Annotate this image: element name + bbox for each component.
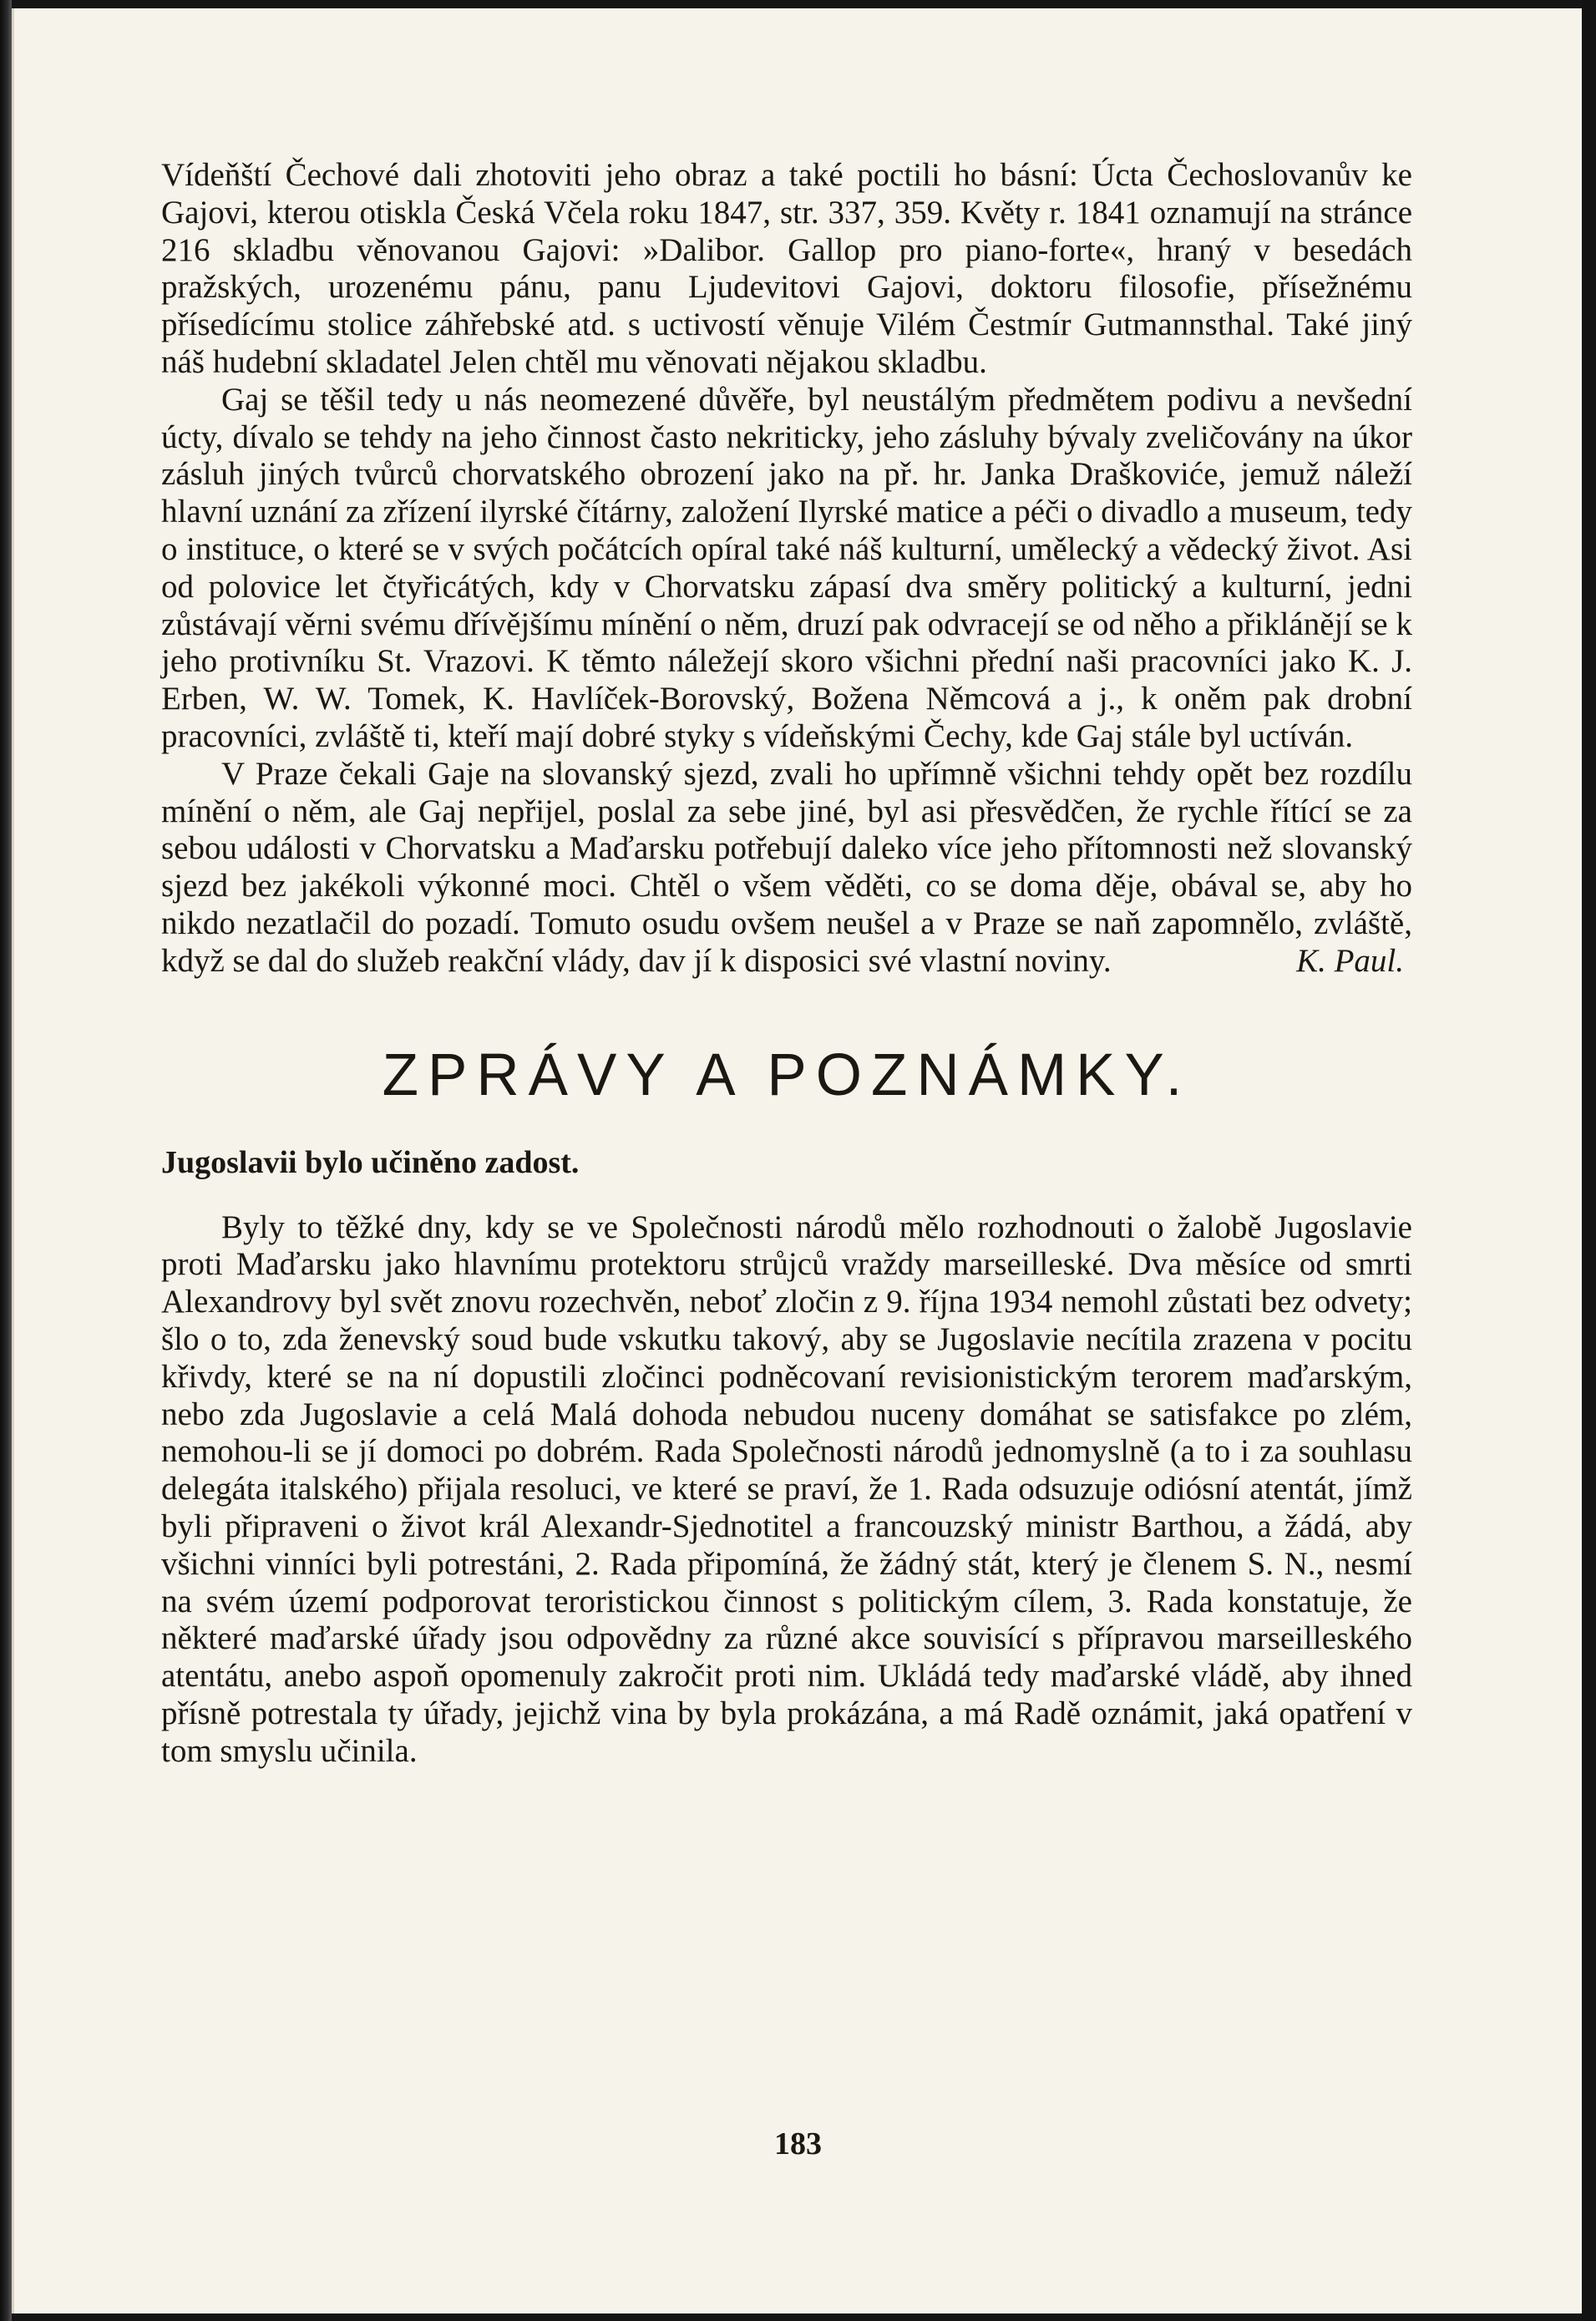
news-item-paragraph: Byly to těžké dny, kdy se ve Společnosti národů mělo rozhodnouti o žalobě Jugoslavie proti Maďarsku jako hlavnímu protektoru strůjců vraždy marseilleské. Dva měsíce od smrti Alexandrovy byl svět znovu rozechvěn, neboť zločin z 9. října 1934 nemohl zůstati bez odvety; šlo o to, zda ženevský soud bude vskutku takový, aby se Jugoslavie necítila zrazena v pocitu křivdy, které se na ní dopustili zločinci podněcovaní revisionistickým terorem maďarským, nebo zda Jugoslavie a celá Malá dohoda nebudou nuceny domáhat se satisfakce po zlém, nemohou-li se jí domoci po dobrém. Rada Společnosti národů jednomyslně (a to i za souhlasu delegáta italského) přijala resoluci, ve které se praví, že 1. Rada odsuzuje odiósní atentát, jímž byli připraveni o život král Alexandr-Sjednotitel a francouzský ministr Barthou, a žádá, aby všichni vinníci byli potrestáni, 2. Rada připomíná, že žádný stát, který je členem S. N., nesmí na svém území podporovat teroristickou činnost s politickým cílem, 3. Rada konstatuje, že některé maďarské úřady jsou odpovědny za různé akce souvisící s přípravou marseilleského atentátu, anebo aspoň opomenuly zakročit proti nim. Ukládá tedy maďarské vládě, aby ihned přísně potrestala ty úřady, jejichž vina by byla prokázána, a má Radě oznámit, jaká opatření v tom smyslu učinila. — [161, 1209, 1412, 1769]
article-signature: K. Paul. — [1296, 942, 1404, 979]
book-page — [12, 8, 1582, 2313]
article-paragraph-1: Vídeňští Čechové dali zhotoviti jeho obraz a také poctili ho básní: Úcta Čechoslovanův ke Gajovi, kterou otiskla Česká Včela roku 1847, str. 337, 359. Květy r. 1841 oznamují na stránce 216 skladbu věnovanou Gajovi: »Dalibor. Gallop pro piano-forte«, hraný v besedách pražských, urozenému pánu, panu Ljudevitovi Gajovi, doktoru filosofie, přísežnému přísedícímu stolice záhřebské atd. s uctivostí věnuje Vilém Čestmír Gutmannsthal. Také jiný náš hudební skladatel Jelen chtěl mu věnovati nějakou skladbu. — [161, 157, 1412, 380]
news-item-heading: Jugoslavii bylo učiněno zadost. — [161, 1144, 580, 1180]
section-title: ZPRÁVY A POZNÁMKY. — [382, 1041, 1192, 1108]
page-number: 183 — [774, 2126, 822, 2161]
page-content — [161, 157, 1412, 1770]
article-paragraph-3: V Praze čekali Gaje na slovanský sjezd, zvali ho upřímně všichni tehdy opět bez rozdílu mínění o něm, ale Gaj nepřijel, poslal za sebe jiné, byl asi přesvědčen, že rychle řítící se za sebou události v Chorvatsku a Maďarsku potřebují daleko více jeho přítomnosti než slovanský sjezd bez jakékoli výkonné moci. Chtěl o všem věděti, co se doma děje, obával se, aby ho nikdo nezatlačil do pozadí. Tomuto osudu ovšem neušel a v Praze se naň zapomnělo, zvláště, když se dal do služeb reakční vlády, dav jí k disposici své vlastní noviny. — [161, 755, 1412, 979]
scan-right-border — [1582, 0, 1596, 2321]
book-binding-edge — [0, 0, 12, 2321]
article-paragraph-2: Gaj se těšil tedy u nás neomezené důvěře, byl neustálým předmětem podivu a nevšední úcty, dívalo se tehdy na jeho činnost často nekriticky, jeho zásluhy bývaly zveličovány na úkor zásluh jiných tvůrců chorvatského obrození jako na př. hr. Janka Draškoviće, jemuž náleží hlavní uznání za zřízení ilyrské čítárny, založení Ilyrské matice a péči o divadlo a museum, tedy o instituce, o které se v svých počátcích opíral také náš kulturní, umělecký a vědecký život. Asi od polovice let čtyřicátých, kdy v Chorvatsku zápasí dva směry politický a kulturní, jedni zůstávají věrni svému dřívějšímu mínění o něm, druzí pak odvracejí se od něho a přiklánějí se k jeho protivníku St. Vrazovi. K těmto náležejí skoro všichni přední naši pracovníci jako K. J. Erben, W. W. Tomek, K. Havlíček-Borovský, Božena Němcová a j., k oněm pak drobní pracovníci, zvláště ti, kteří mají dobré styky s vídeňskými Čechy, kde Gaj stále byl uctíván. — [161, 381, 1412, 754]
